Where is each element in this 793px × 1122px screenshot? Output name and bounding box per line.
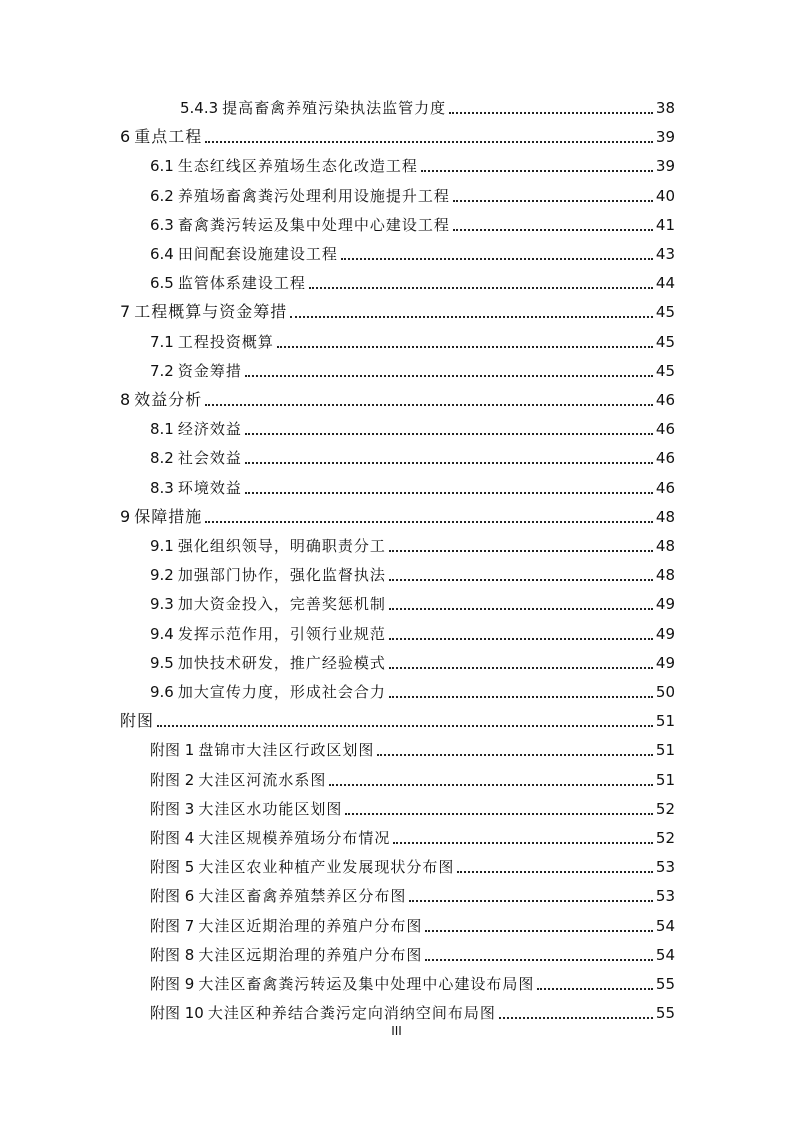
toc-entry[interactable] [150, 651, 675, 673]
toc-entry[interactable] [150, 213, 675, 235]
toc-entry-title: 生态红线区养殖场生态化改造工程 [177, 157, 418, 176]
toc-entry[interactable] [120, 388, 675, 410]
toc-entry-number: 附图 10 [150, 1004, 204, 1023]
dot-leader [389, 696, 653, 698]
toc-entry-title: 工程投资概算 [177, 332, 274, 351]
toc-entry[interactable] [150, 1001, 675, 1023]
toc-entry-page-number: 46 [655, 420, 675, 439]
toc-entry-label [150, 536, 386, 556]
toc-entry-title: 加强部门协作，强化监督执法 [177, 566, 386, 585]
dot-leader [453, 200, 653, 202]
toc-entry-title: 大洼区近期治理的养殖户分布图 [198, 916, 423, 935]
toc-entry-page-number: 52 [655, 829, 675, 847]
toc-entry-page-number: 55 [655, 975, 675, 993]
toc-entry-title: 养殖场畜禽粪污处理利用设施提升工程 [177, 186, 450, 205]
dot-leader [205, 521, 653, 523]
toc-entry-title: 大洼区河流水系图 [198, 770, 327, 789]
toc-entry[interactable] [150, 943, 675, 965]
toc-entry-number: 6.5 [150, 274, 174, 293]
toc-entry-number: 附图 1 [150, 741, 195, 760]
toc-entry-number: 9.2 [150, 566, 174, 585]
toc-entry-title: 大洼区规模养殖场分布情况 [198, 829, 391, 847]
toc-entry[interactable] [150, 330, 675, 352]
toc-entry-label [120, 390, 202, 410]
toc-entry-label [150, 828, 390, 848]
toc-entry-page-number: 51 [655, 712, 675, 731]
toc-entry[interactable] [120, 300, 675, 322]
toc-entry-number: 附图 6 [150, 887, 195, 906]
toc-entry-title: 社会效益 [177, 449, 242, 468]
dot-leader [377, 754, 653, 756]
toc-entry[interactable] [120, 125, 675, 147]
toc-entry-label [150, 740, 374, 760]
toc-entry-title: 效益分析 [134, 390, 203, 409]
toc-entry[interactable] [150, 563, 675, 585]
dot-leader [537, 988, 653, 990]
toc-entry-number: 6 [120, 127, 131, 147]
toc-entry-title: 强化组织领导，明确职责分工 [177, 537, 386, 555]
toc-entry-number: 7 [120, 302, 131, 322]
toc-entry-page-number: 45 [655, 303, 675, 322]
toc-entry-title: 田间配套设施建设工程 [177, 245, 338, 263]
dot-leader [309, 287, 653, 289]
toc-entry-number: 8.2 [150, 449, 174, 468]
toc-entry-page-number: 54 [655, 945, 675, 964]
toc-entry[interactable] [150, 534, 675, 556]
toc-entry-page-number: 48 [655, 507, 675, 526]
toc-entry-page-number: 46 [655, 449, 675, 468]
dot-leader [205, 141, 653, 143]
toc-entry[interactable] [150, 738, 675, 760]
toc-entry[interactable] [150, 592, 675, 614]
toc-entry-page-number: 50 [655, 683, 675, 701]
toc-entry[interactable] [150, 359, 675, 381]
toc-entry[interactable] [120, 505, 675, 527]
dot-leader [389, 667, 653, 669]
toc-entry[interactable] [150, 972, 675, 994]
dot-leader [345, 813, 653, 815]
toc-entry-number: 附图 9 [150, 975, 195, 993]
toc-entry-label [150, 273, 306, 293]
toc-entry[interactable] [120, 709, 675, 731]
toc-entry-page-number: 44 [655, 274, 675, 293]
toc-entry-number: 9.3 [150, 595, 174, 614]
dot-leader [389, 608, 653, 610]
toc-entry-number: 附图 8 [150, 945, 195, 964]
toc-entry-label [120, 302, 287, 322]
toc-entry-label [150, 156, 418, 176]
toc-entry[interactable] [150, 855, 675, 877]
toc-entry-title: 发挥示范作用，引领行业规范 [177, 624, 386, 643]
toc-entry-page-number: 49 [655, 595, 675, 614]
dot-leader [205, 404, 653, 406]
toc-entry-page-number: 48 [655, 537, 675, 555]
toc-entry-label [150, 682, 386, 702]
toc-entry-label [150, 886, 406, 906]
toc-entry-number: 9.4 [150, 624, 174, 643]
toc-entry-label [150, 332, 274, 352]
dot-leader [389, 579, 653, 581]
toc-entry-number: 6.1 [150, 157, 174, 176]
toc-entry-number: 7.1 [150, 332, 174, 351]
toc-entry-label [150, 653, 386, 673]
toc-entry-title: 大洼区水功能区划图 [198, 799, 343, 818]
toc-entry[interactable] [150, 154, 675, 176]
toc-entry-title: 监管体系建设工程 [177, 274, 306, 293]
toc-entry[interactable] [180, 96, 675, 118]
toc-entry-label [150, 945, 422, 965]
toc-entry-label [150, 215, 450, 235]
toc-entry-label [120, 127, 202, 147]
toc-entry-page-number: 51 [655, 770, 675, 789]
toc-entry[interactable] [150, 271, 675, 293]
toc-entry-number: 6.3 [150, 215, 174, 234]
toc-entry-label [150, 624, 386, 644]
toc-entry-label [150, 974, 534, 994]
toc-entry[interactable] [150, 446, 675, 468]
toc-entry-number: 附图 5 [150, 858, 195, 877]
toc-entry-label [150, 799, 342, 819]
toc-entry-page-number: 45 [655, 332, 675, 351]
dot-leader [329, 784, 653, 786]
dot-leader [245, 375, 653, 377]
dot-leader [499, 1017, 653, 1019]
toc-entry-title: 经济效益 [177, 420, 242, 439]
toc-entry-label [120, 711, 154, 731]
dot-leader [409, 900, 653, 902]
dot-leader [425, 959, 653, 961]
dot-leader [389, 550, 653, 552]
toc-entry[interactable] [150, 622, 675, 644]
toc-entry-number: 8.1 [150, 420, 174, 439]
dot-leader [421, 170, 653, 172]
toc-entry-number: 9.5 [150, 653, 174, 672]
toc-entry-page-number: 53 [655, 887, 675, 906]
toc-entry-label [150, 361, 242, 381]
toc-entry-title: 大洼区畜禽养殖禁养区分布图 [198, 887, 407, 906]
toc-entry-label [150, 770, 326, 790]
toc-entry-label [120, 507, 202, 527]
toc-entry-label [150, 419, 242, 439]
toc-entry-label [150, 478, 242, 498]
toc-entry-page-number: 51 [655, 741, 675, 760]
toc-entry-number: 附图 2 [150, 770, 195, 789]
toc-entry-number: 8.3 [150, 478, 174, 497]
toc-entry-page-number: 38 [655, 99, 675, 117]
toc-entry-title: 畜禽粪污转运及集中处理中心建设工程 [177, 215, 450, 234]
dot-leader [290, 316, 653, 318]
toc-entry-title: 加大资金投入，完善奖惩机制 [177, 595, 386, 614]
toc-entry-title: 保障措施 [134, 506, 203, 526]
toc-entry-label [150, 594, 386, 614]
toc-entry-label [180, 98, 446, 118]
toc-entry-page-number: 39 [655, 128, 675, 147]
toc-entry-title: 环境效益 [177, 478, 242, 497]
toc-entry-page-number: 53 [655, 858, 675, 877]
toc-entry-page-number: 55 [655, 1004, 675, 1023]
toc-entry-page-number: 43 [655, 245, 675, 263]
toc-entry-number: 8 [120, 390, 131, 409]
toc-entry-page-number: 54 [655, 916, 675, 935]
dot-leader [389, 638, 653, 640]
dot-leader [277, 346, 653, 348]
dot-leader [457, 871, 653, 873]
toc-entry-title: 资金筹措 [177, 361, 242, 380]
toc-entry-label [150, 186, 450, 206]
toc-entry[interactable] [150, 826, 675, 848]
toc-entry-page-number: 48 [655, 566, 675, 585]
toc-entry-title: 附图 [120, 711, 155, 731]
toc-entry[interactable] [150, 476, 675, 498]
toc-entry-number: 附图 3 [150, 799, 195, 818]
toc-entry-page-number: 52 [655, 799, 675, 818]
dot-leader [245, 462, 653, 464]
toc-entry[interactable] [150, 797, 675, 819]
dot-leader [157, 725, 653, 727]
toc-entry-number: 6.2 [150, 186, 174, 205]
toc-entry-title: 加快技术研发，推广经验模式 [177, 653, 386, 672]
toc-entry-title: 工程概算与资金筹措 [134, 302, 288, 322]
toc-entry[interactable] [150, 242, 675, 264]
dot-leader [453, 229, 653, 231]
toc-entry-number: 附图 7 [150, 916, 195, 935]
toc-entry[interactable] [150, 680, 675, 702]
toc-entry-page-number: 39 [655, 157, 675, 176]
toc-entry-page-number: 45 [655, 361, 675, 380]
toc-entry-number: 5.4.3 [180, 99, 219, 117]
toc-entry-label [150, 857, 454, 877]
toc-entry-page-number: 40 [655, 186, 675, 205]
toc-entry-title: 加大宣传力度，形成社会合力 [177, 683, 386, 701]
toc-entry-title: 大洼区畜禽粪污转运及集中处理中心建设布局图 [198, 975, 535, 993]
toc-entry-title: 大洼区远期治理的养殖户分布图 [198, 945, 423, 964]
toc-entry-page-number: 46 [655, 391, 675, 409]
dot-leader [449, 112, 653, 114]
toc-entry-label [150, 244, 338, 264]
dot-leader [245, 433, 653, 435]
toc-entry-title: 大洼区种养结合粪污定向消纳空间布局图 [207, 1004, 496, 1023]
toc-entry-page-number: 41 [655, 215, 675, 234]
toc-entry-title: 大洼区农业种植产业发展现状分布图 [198, 858, 455, 877]
toc-entry-page-number: 46 [655, 478, 675, 497]
toc-entry-number: 7.2 [150, 361, 174, 380]
toc-entry-number: 9.6 [150, 683, 174, 701]
toc-entry-title: 重点工程 [134, 127, 203, 147]
toc-entry-page-number: 49 [655, 624, 675, 643]
toc-entry-title: 提高畜禽养殖污染执法监管力度 [222, 99, 447, 117]
toc-entry-number: 附图 4 [150, 829, 195, 847]
page-number-footer: III [391, 1024, 402, 1038]
toc-entry-label [150, 565, 386, 585]
toc-entry-title: 盘锦市大洼区行政区划图 [198, 741, 375, 760]
toc-entry[interactable] [150, 184, 675, 206]
dot-leader [393, 842, 653, 844]
toc-entry-number: 6.4 [150, 245, 174, 263]
dot-leader [341, 258, 653, 260]
toc-entry-label [150, 916, 422, 936]
toc-entry[interactable] [150, 768, 675, 790]
toc-entry-number: 9 [120, 506, 131, 526]
toc-entry-label [150, 1003, 496, 1023]
toc-entry[interactable] [150, 914, 675, 936]
toc-entry[interactable] [150, 417, 675, 439]
dot-leader [245, 492, 653, 494]
toc-entry-label [150, 448, 242, 468]
toc-entry-page-number: 49 [655, 653, 675, 672]
dot-leader [425, 930, 653, 932]
toc-entry[interactable] [150, 884, 675, 906]
toc-entry-number: 9.1 [150, 537, 174, 555]
